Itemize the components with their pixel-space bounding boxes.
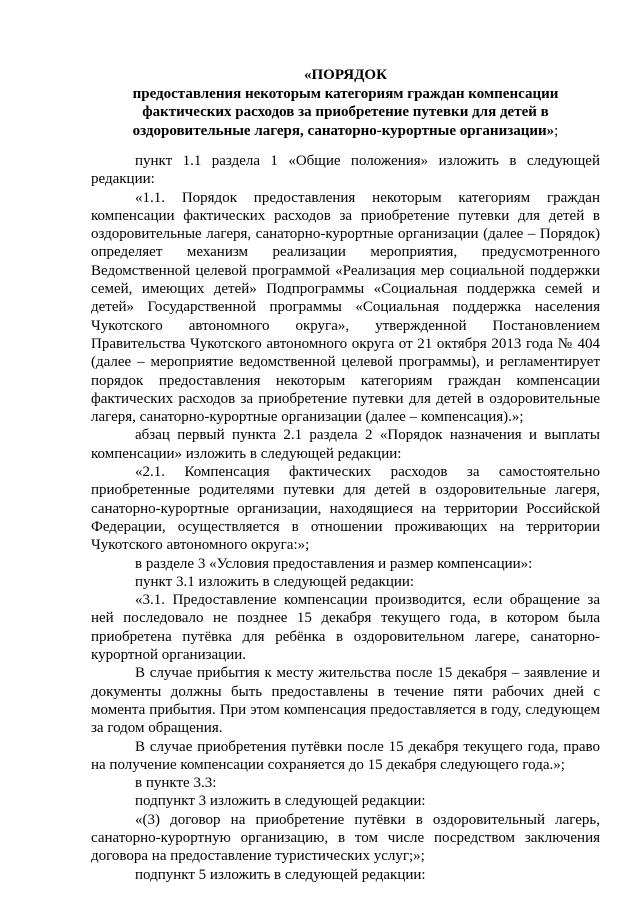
title-line-4-text: оздоровительные лагеря, санаторно-курортные организации» bbox=[132, 122, 555, 139]
title-line-3: фактических расходов за приобретение путевки для детей в bbox=[142, 104, 549, 120]
title-line-1: «ПОРЯДОК bbox=[304, 67, 387, 83]
paragraph: «(3) договор на приобретение путёвки в оздоровительный лагерь, санаторно-курортную организацию, в том числе посредством заключения договора на предоставление туристических услуг;»; bbox=[91, 811, 600, 865]
paragraph: в разделе 3 «Условия предоставления и размер компенсации»: bbox=[135, 555, 533, 572]
paragraph: «1.1. Порядок предоставления некоторым категориям граждан компенсации фактических расходов за приобретение путевки для детей в оздоровительные лагеря, санаторно-курортные организации (далее – Порядок) определяет механизм реализации мероприятия, предусмотренного Ведомственной целевой программой «Реализация мер социальной поддержки семей, имеющих детей» Подпрограммы «Социальная поддержка семей и детей» Государственной программы «Социальная поддержка населения Чукотского автономного округа», утвержденной Постановлением Правительства Чукотского автономного округа от 21 октября 2013 года № 404 (далее – мероприятие ведомственной целевой программы), и регламентирует порядок предоставления некоторым категориям граждан компенсации фактических расходов за приобретение путевки для детей в оздоровительные лагеря, санаторно-курортные организации (далее – компенсация).»; bbox=[91, 189, 600, 426]
paragraph: В случае приобретения путёвки после 15 декабря текущего года, право на получение компенсации сохраняется до 15 декабря следующего года.»; bbox=[91, 738, 600, 773]
paragraph: в пункте 3.3: bbox=[135, 775, 217, 792]
document-body bbox=[91, 152, 600, 884]
paragraph: подпункт 3 изложить в следующей редакции: bbox=[135, 793, 426, 810]
paragraph: пункт 1.1 раздела 1 «Общие положения» изложить в следующей редакции: bbox=[91, 153, 600, 188]
paragraph: В случае прибытия к месту жительства после 15 декабря – заявление и документы должны быть предоставлены в течение пяти рабочих дней с момента прибытия. При этом компенсация предоставляется в году, следующем за годом обращения. bbox=[91, 665, 600, 737]
paragraph: пункт 3.1 изложить в следующей редакции: bbox=[135, 573, 415, 590]
document-title bbox=[91, 66, 600, 140]
title-line-4 bbox=[91, 122, 600, 141]
paragraph: «2.1. Компенсация фактических расходов за самостоятельно приобретенные родителями путевки для детей в оздоровительные лагеря, санаторно-курортные организации, находящиеся на территории Российской Федерации, осуществляется в отношении проживающих на территории Чукотского автономного округа:»; bbox=[91, 464, 600, 554]
paragraph: абзац первый пункта 2.1 раздела 2 «Порядок назначения и выплаты компенсации» изложить в следующей редакции: bbox=[91, 427, 600, 462]
paragraph: подпункт 5 изложить в следующей редакции: bbox=[135, 866, 426, 883]
title-line-2: предоставления некоторым категориям граждан компенсации bbox=[132, 85, 559, 102]
title-line-4-tail: ; bbox=[554, 122, 559, 139]
paragraph: «3.1. Предоставление компенсации производится, если обращение за ней последовало не позднее 15 декабря текущего года, в котором была приобретена путёвка для ребёнка в оздоровительном лагере, санаторно-курортной организации. bbox=[91, 592, 600, 664]
